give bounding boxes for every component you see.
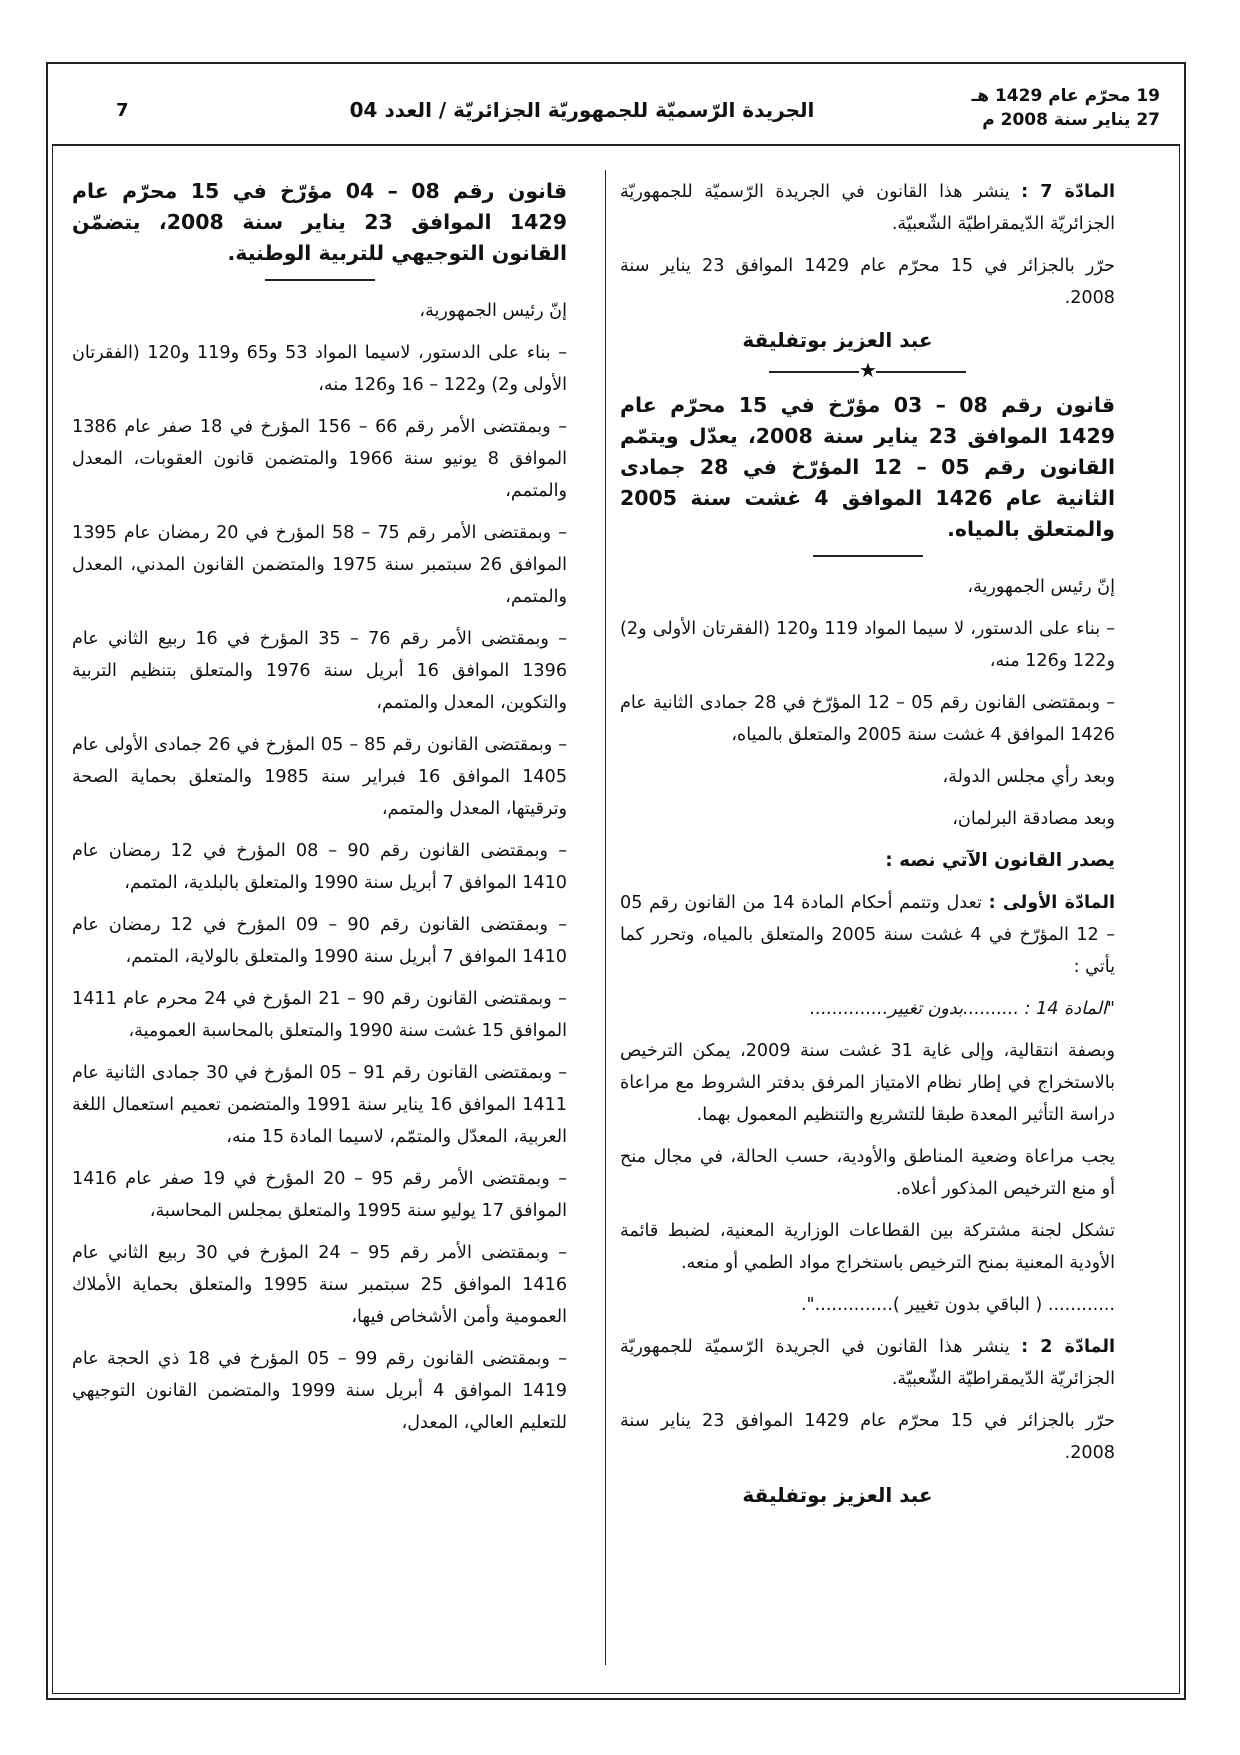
- preamble-line: – وبمقتضى الأمر رقم 75 – 58 المؤرخ في 20 رمضان عام 1395 الموافق 26 سبتمبر سنة 1975 والمتضمن القانون المدني، المعدل والمتمم،: [72, 523, 568, 607]
- preamble-line: – وبمقتضى الأمر رقم 95 – 20 المؤرخ في 19 صفر عام 1416 الموافق 17 يوليو سنة 1995 والمتعلق بمجلس المحاسبة،: [72, 1169, 568, 1221]
- preamble-line: إنّ رئيس الجمهورية،: [967, 577, 1115, 597]
- article-1-label: المادّة الأولى :: [988, 893, 1116, 913]
- preamble-line: – وبمقتضى القانون رقم 90 – 21 المؤرخ في 24 محرم عام 1411 الموافق 15 غشت سنة 1990 والمتعلق بالمحاسبة العمومية،: [72, 989, 567, 1041]
- paragraph-committee: تشكل لجنة مشتركة بين القطاعات الوزارية المعنية، لضبط قائمة الأودية المعنية بمنح الترخيص باستخراج مواد الطمي أو منعه.: [620, 1221, 1115, 1273]
- article-7-text: ينشر هذا القانون في الجريدة الرّسميّة للجمهوريّة الجزائريّة الدّيمقراطيّة الشّعبيّة.: [620, 182, 1115, 234]
- paragraph-transitional: وبصفة انتقالية، وإلى غاية 31 غشت سنة 2009، يمكن الترخيص بالاستخراج في إطار نظام الامتياز المرفق بدفتر الشروط مع مراعاة دراسة التأثير المعدة طبقا للتشريع والتنظيم المعمول بهما.: [620, 1041, 1116, 1125]
- signature-1: عبد العزيز بوتفليقة: [742, 328, 933, 352]
- title-rule: [813, 555, 923, 557]
- remainder-unchanged: ............ ( الباقي بدون تغيير )..............".: [800, 1295, 1115, 1315]
- preamble-line: – وبمقتضى القانون رقم 05 – 12 المؤرّخ في 28 جمادى الثانية عام 1426 الموافق 4 غشت سنة 2005 والمتعلق بالمياه،: [620, 693, 1116, 745]
- header-date: [971, 84, 1160, 132]
- right-column: [620, 176, 1115, 1511]
- left-column: [72, 176, 567, 1449]
- separator-line-left: [769, 371, 859, 373]
- preamble-line: – وبمقتضى الأمر رقم 95 – 24 المؤرخ في 30 ربيع الثاني عام 1416 الموافق 25 سبتمبر سنة 1995 والمتعلق بحماية الأملاك العمومية وأمن الأشخاص فيها،: [72, 1243, 568, 1327]
- article-1: [620, 887, 1115, 983]
- header-date-hijri: 19 محرّم عام 1429 هـ: [971, 86, 1160, 106]
- separator-line-right: [876, 371, 966, 373]
- law-08-03-title: قانون رقم 08 – 03 مؤرّخ في 15 محرّم عام 1429 الموافق 23 يناير سنة 2008، يعدّل ويتمّم القانون رقم 05 – 12 المؤرّخ في 28 جمادى الثانية عام 1426 الموافق 4 غشت سنة 2005 والمتعلق بالمياه.: [620, 393, 1115, 541]
- law-08-04-title: قانون رقم 08 – 04 مؤرّخ في 15 محرّم عام 1429 الموافق 23 يناير سنة 2008، يتضمّن القانون التوجيهي للتربية الوطنية.: [72, 179, 567, 265]
- preamble-line: – وبمقتضى الأمر رقم 76 – 35 المؤرخ في 16 ربيع الثاني عام 1396 الموافق 16 أبريل سنة 1976 والمتعلق بتنظيم التربية والتكوين، المعدل والمتمم،: [72, 629, 568, 713]
- preamble-line: – وبمقتضى القانون رقم 90 – 08 المؤرخ في 12 رمضان عام 1410 الموافق 7 أبريل سنة 1990 والمتعلق بالبلدية، المتمم،: [72, 841, 567, 893]
- done-at-2: حرّر بالجزائر في 15 محرّم عام 1429 الموافق 23 يناير سنة 2008.: [620, 1411, 1115, 1463]
- column-divider: [605, 170, 606, 1665]
- preamble-line: – وبمقتضى القانون رقم 85 – 05 المؤرخ في 26 جمادى الأولى عام 1405 الموافق 16 فبراير سنة 1985 والمتعلق بحماية الصحة وترقيتها، المعدل والمتمم،: [72, 735, 568, 819]
- preamble-line: وبعد رأي مجلس الدولة،: [942, 767, 1115, 787]
- gazette-title: الجريدة الرّسميّة للجمهوريّة الجزائريّة / العدد 04: [349, 98, 815, 122]
- star-icon: ★: [859, 358, 876, 382]
- article-1-text: تعدل وتتمم أحكام المادة 14 من القانون رقم 05 – 12 المؤرّخ في 4 غشت سنة 2005 والمتعلق بالمياه، وتحرر كما يأتي :: [620, 893, 1116, 977]
- preamble-line: وبعد مصادقة البرلمان،: [952, 809, 1115, 829]
- article-7-label: المادّة 7 :: [1021, 182, 1115, 202]
- paragraph-valleys: يجب مراعاة وضعية المناطق والأودية، حسب الحالة، في مجال منح أو منع الترخيص المذكور أعلاه.: [620, 1147, 1115, 1199]
- done-at-1: حرّر بالجزائر في 15 محرّم عام 1429 الموافق 23 يناير سنة 2008.: [620, 256, 1115, 308]
- preamble-line: – وبمقتضى القانون رقم 91 – 05 المؤرخ في 30 جمادى الثانية عام 1411 الموافق 16 يناير سنة 1991 والمتضمن تعميم استعمال اللغة العربية، المعدّل والمتمّم، لاسيما المادة 15 منه،: [72, 1063, 568, 1147]
- preamble-line: – وبمقتضى القانون رقم 90 – 09 المؤرخ في 12 رمضان عام 1410 الموافق 7 أبريل سنة 1990 والمتعلق بالولاية، المتمم،: [72, 915, 567, 967]
- article-2: [620, 1331, 1115, 1395]
- article-7: [620, 176, 1115, 240]
- preamble-line: – وبمقتضى القانون رقم 99 – 05 المؤرخ في 18 ذي الحجة عام 1419 الموافق 4 أبريل سنة 1999 والمتضمن القانون التوجيهي للتعليم العالي، المعدل،: [72, 1349, 567, 1433]
- article-14-quote: "المادة 14 : ..........بدون تغيير..............: [809, 999, 1115, 1019]
- header-date-gregorian: 27 يناير سنة 2008 م: [982, 110, 1160, 130]
- article-2-text: ينشر هذا القانون في الجريدة الرّسميّة للجمهوريّة الجزائريّة الدّيمقراطيّة الشّعبيّة.: [620, 1337, 1115, 1389]
- gazette-header: [52, 68, 1180, 146]
- signature-2: عبد العزيز بوتفليقة: [742, 1483, 933, 1507]
- star-separator: [620, 354, 1115, 386]
- preamble-line: إنّ رئيس الجمهورية،: [419, 301, 567, 321]
- page-number: 7: [116, 100, 129, 121]
- preamble-line: – وبمقتضى الأمر رقم 66 – 156 المؤرخ في 18 صفر عام 1386 الموافق 8 يونيو سنة 1966 والمتضمن قانون العقوبات، المعدل والمتمم،: [72, 417, 568, 501]
- title-rule: [265, 279, 375, 281]
- article-2-label: المادّة 2 :: [1021, 1337, 1115, 1357]
- enactment-formula: يصدر القانون الآتي نصه :: [885, 850, 1115, 871]
- preamble-line: – بناء على الدستور، لا سيما المواد 119 و120 (الفقرتان الأولى و2) و122 و126 منه،: [620, 619, 1115, 671]
- preamble-line: – بناء على الدستور، لاسيما المواد 53 و65 و119 و120 (الفقرتان الأولى و2) و122 – 16 و126 منه،: [72, 343, 567, 395]
